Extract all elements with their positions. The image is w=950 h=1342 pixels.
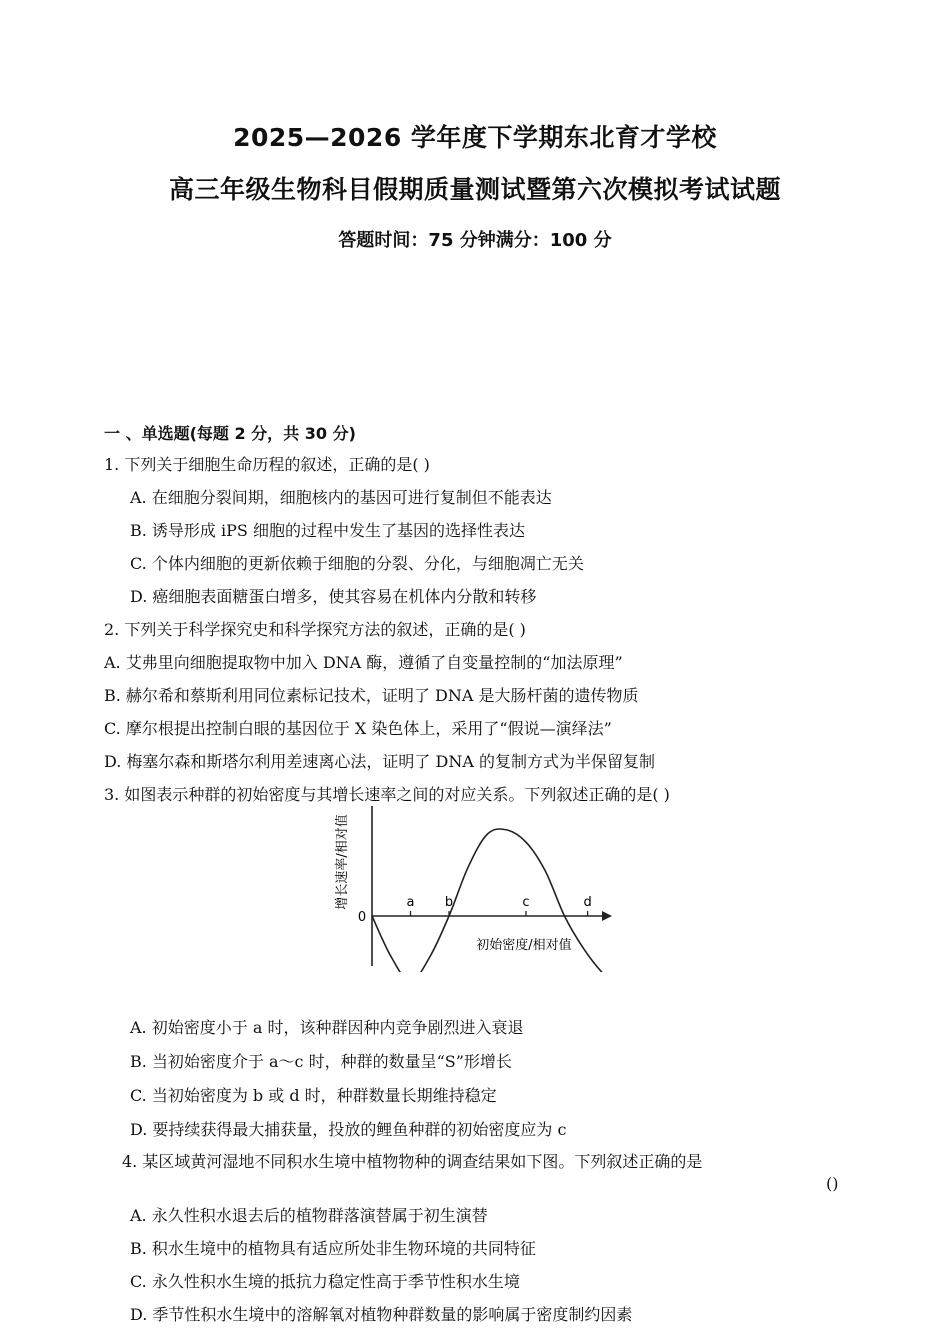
exam-info: 答题时间：75 分钟满分：100 分 xyxy=(338,230,612,251)
title-line-1: 2025—2026 学年度下学期东北育才学校 xyxy=(233,123,717,152)
question-4-option-c: C. 永久性积水生境的抵抗力稳定性高于季节性积水生境 xyxy=(130,1272,520,1291)
question-3-option-d: D. 要持续获得最大捕获量，投放的鲤鱼种群的初始密度应为 c xyxy=(130,1120,567,1139)
x-axis-label: 初始密度/相对值 xyxy=(476,938,572,953)
question-4-option-a: A. 永久性积水退去后的植物群落演替属于初生演替 xyxy=(130,1206,488,1225)
question-2-option-c: C. 摩尔根提出控制白眼的基因位于 X 染色体上，采用了“假说—演绎法” xyxy=(104,719,612,738)
question-4-stem: 4. 某区域黄河湿地不同积水生境中植物物种的调查结果如下图。下列叙述正确的是 xyxy=(122,1152,703,1171)
point-label-d: d xyxy=(583,895,592,910)
question-2-option-a: A. 艾弗里向细胞提取物中加入 DNA 酶，遵循了自变量控制的“加法原理” xyxy=(104,653,623,672)
question-2-option-b: B. 赫尔希和蔡斯利用同位素标记技术，证明了 DNA 是大肠杆菌的遗传物质 xyxy=(104,686,639,705)
point-label-b: b xyxy=(444,895,454,910)
y-axis-label: 增长速率/相对值 xyxy=(335,814,350,910)
question-3-stem: 3. 如图表示种群的初始密度与其增长速率之间的对应关系。下列叙述正确的是( ) xyxy=(104,785,670,804)
title-line-2: 高三年级生物科目假期质量测试暨第六次模拟考试试题 xyxy=(168,175,781,204)
question-4-option-d: D. 季节性积水生境中的溶解氧对植物种群数量的影响属于密度制约因素 xyxy=(130,1305,633,1324)
question-1-option-a: A. 在细胞分裂间期，细胞核内的基因可进行复制但不能表达 xyxy=(130,488,552,507)
question-3-option-a: A. 初始密度小于 a 时，该种群因种内竞争剧烈进入衰退 xyxy=(130,1018,524,1037)
question-2-stem: 2. 下列关于科学探究史和科学探究方法的叙述，正确的是( ) xyxy=(104,620,526,639)
question-1-stem: 1. 下列关于细胞生命历程的叙述，正确的是( ) xyxy=(104,455,430,474)
question-4-answer-blank: () xyxy=(826,1174,839,1193)
section-heading: 一 、单选题(每题 2 分，共 30 分) xyxy=(104,424,356,443)
question-2-option-d: D. 梅塞尔森和斯塔尔利用差速离心法，证明了 DNA 的复制方式为半保留复制 xyxy=(104,752,655,771)
growth-rate-graph xyxy=(330,800,620,972)
question-3-option-c: C. 当初始密度为 b 或 d 时，种群数量长期维持稳定 xyxy=(130,1086,497,1105)
question-4-option-b: B. 积水生境中的植物具有适应所处非生物环境的共同特征 xyxy=(130,1239,536,1258)
origin-label: 0 xyxy=(357,910,367,925)
question-1-option-d: D. 癌细胞表面糖蛋白增多，使其容易在机体内分散和转移 xyxy=(130,587,537,606)
question-1-option-c: C. 个体内细胞的更新依赖于细胞的分裂、分化，与细胞凋亡无关 xyxy=(130,554,584,573)
x-axis-arrow xyxy=(602,911,612,921)
point-label-a: a xyxy=(406,895,415,910)
point-label-c: c xyxy=(522,895,530,910)
question-3-option-b: B. 当初始密度介于 a～c 时，种群的数量呈“S”形增长 xyxy=(130,1052,512,1071)
question-1-option-b: B. 诱导形成 iPS 细胞的过程中发生了基因的选择性表达 xyxy=(130,521,525,540)
